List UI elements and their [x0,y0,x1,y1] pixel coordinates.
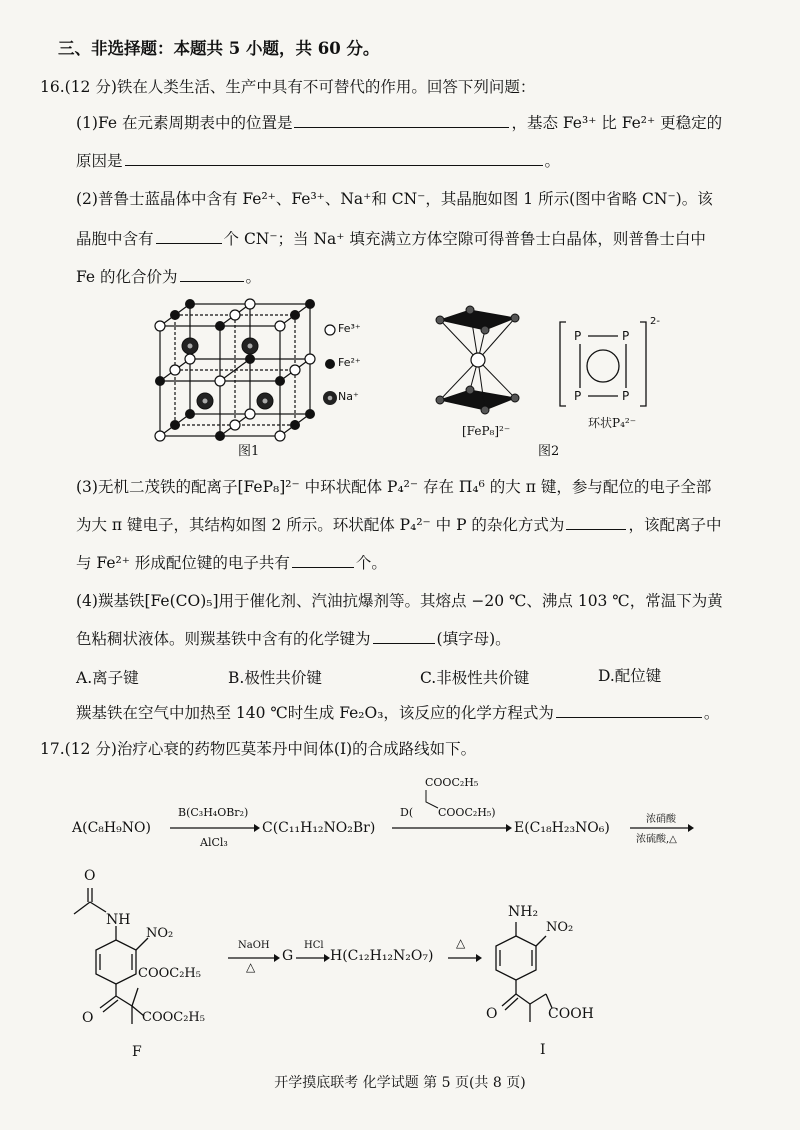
fep8-label: [FeP₈]²⁻ [462,424,511,438]
option-b[interactable]: B.极性共价键 [228,669,322,687]
q16-p3-text-c: ，该配离子中 [628,516,722,534]
answer-blank-electron-count[interactable] [292,553,354,568]
ring-label: 环状P₄²⁻ [588,416,637,430]
page-footer: 开学摸底联考 化学试题 第 5 页(共 8 页) [274,1075,526,1091]
heat-naoh: △ [246,960,256,974]
option-c[interactable]: C.非极性共价键 [420,669,530,687]
answer-blank-reason[interactable] [125,151,543,166]
reagent-naoh: NaOH [238,940,270,951]
q16-p4-text-d: 羰基铁在空气中加热至 140 ℃时生成 Fe₂O₃，该反应的化学方程式为 [76,704,554,722]
f-ester-bottom: COOC₂H₅ [142,1010,205,1025]
arrow-a-to-c [170,822,260,834]
f-carbonyl-o: O [84,868,96,884]
ring-charge: 2- [650,316,660,327]
f-no2: NO₂ [146,926,174,941]
reagent-b: B(C₃H₄OBr₂) [178,806,249,819]
i-nh2: NH₂ [508,904,539,920]
reagent-d-prefix: D( [400,806,414,819]
reagent-nitric-acid: 浓硝酸 [646,814,676,825]
option-a[interactable]: A.离子键 [76,669,139,687]
q16-part2-line1: (2)普鲁士蓝晶体中含有 Fe²⁺、Fe³⁺、Na⁺和 CN⁻，其晶胞如图 1 所示(图中省略 CN⁻)。该 [76,190,713,208]
legend-fe2: Fe²⁺ [338,356,361,369]
q16-p3-text-b: 为大 π 键电子，其结构如图 2 所示。环状配体 P₄²⁻ 中 P 的杂化方式为 [76,516,565,534]
reagent-sulfuric-acid: 浓硫酸,△ [636,834,677,845]
answer-blank-equation[interactable] [556,703,702,718]
compound-h: H(C₁₂H₁₂N₂O₇) [330,948,434,964]
q16-p4-text-e: 。 [703,704,720,722]
q16-p4-text-c: (填字母)。 [436,630,511,648]
figure-2-label: 图2 [538,444,560,459]
answer-blank-hybridization[interactable] [566,515,626,530]
q16-p2-text-b: 晶胞中含有 [76,230,154,248]
q16-part3-line1: (3)无机二茂铁的配离子[FeP₈]²⁻ 中环状配体 P₄²⁻ 存在 Π₄⁶ 的大 π 键，参与配位的电子全部 [76,478,712,496]
reagent-d-top: COOC₂H₅ [425,776,479,789]
compound-a: A(C₈H₉NO) [72,820,151,836]
q16-p1-text-d: 。 [544,152,561,170]
heat-h: △ [456,936,466,950]
answer-blank-position[interactable] [294,113,509,128]
q16-part1-line2 [76,150,560,172]
q17-stem: 17.(12 分)治疗心衰的药物匹莫苯丹中间体(I)的合成路线如下。 [40,740,477,758]
q16-p1-text-a: (1)Fe 在元素周期表中的位置是 [76,114,293,132]
q16-stem: 16.(12 分)铁在人类生活、生产中具有不可替代的作用。回答下列问题： [40,78,536,96]
answer-blank-valence[interactable] [180,267,244,282]
compound-g: G [282,948,294,964]
ring-p-atom-bl: P [574,389,582,403]
q16-p2-text-e: 。 [245,268,262,286]
q16-p2-text-c: 个 CN⁻；当 Na⁺ 填充满立方体空隙可得普鲁士白晶体，则普鲁士白中 [223,230,706,248]
q16-part1-line1 [76,112,722,134]
f-ester-top: COOC₂H₅ [138,966,201,981]
q16-part3-line3 [76,552,387,574]
q16-p1-text-b: ，基态 Fe³⁺ 比 Fe²⁺ 更稳定的 [511,114,723,132]
section-title: 三、非选择题：本题共 5 小题，共 60 分。 [58,39,380,58]
figure-1-crystal-cell [140,296,420,466]
i-ketone-o: O [486,1006,498,1022]
compound-f-label: F [132,1044,142,1060]
q16-p3-text-d: 与 Fe²⁺ 形成配位键的电子共有 [76,554,290,572]
arrow-e-to-f [630,822,694,834]
figure-2-fep8-structure [430,302,530,422]
option-d[interactable]: D.配位键 [598,667,662,685]
f-ketone-o: O [82,1010,94,1026]
i-cooh: COOH [548,1006,594,1022]
compound-i-label: I [540,1042,546,1058]
arrow-g-to-h [296,952,330,964]
figure-1-label: 图1 [238,444,260,459]
legend-fe3: Fe³⁺ [338,322,361,335]
compound-c: C(C₁₁H₁₂NO₂Br) [262,820,376,836]
q16-p1-text-c: 原因是 [76,152,123,170]
compound-e: E(C₁₈H₂₃NO₆) [514,820,610,836]
q16-p3-text-e: 个。 [355,554,387,572]
ring-p-atom-br: P [622,389,630,403]
ring-p4-structure [556,318,656,410]
reagent-d-bottom: COOC₂H₅) [438,806,496,819]
arrow-c-to-e [392,822,512,834]
ring-p-atom-tr: P [622,329,630,343]
f-nh: NH [106,912,131,928]
reagent-alcl3: AlCl₃ [200,836,228,849]
arrow-f-to-g [228,952,280,964]
answer-blank-bond-type[interactable] [373,629,435,644]
q16-p2-text-d: Fe 的化合价为 [76,268,178,286]
q16-part4-line2 [76,628,511,650]
q16-part4-line1: (4)羰基铁[Fe(CO)₅]用于催化剂、汽油抗爆剂等。其熔点 −20 ℃、沸点 103 ℃，常温下为黄 [76,592,723,610]
q16-part2-line3 [76,266,261,288]
ring-p-atom-tl: P [574,329,582,343]
i-no2: NO₂ [546,920,574,935]
q16-part4-line4 [76,702,719,724]
q16-p4-text-b: 色粘稠状液体。则羰基铁中含有的化学键为 [76,630,371,648]
q16-part3-line2 [76,514,721,536]
reagent-hcl: HCl [304,940,324,951]
reagent-d-bonds [418,788,448,812]
answer-blank-cn-count[interactable] [156,229,222,244]
legend-na: Na⁺ [338,390,359,403]
q16-part2-line2 [76,228,706,250]
